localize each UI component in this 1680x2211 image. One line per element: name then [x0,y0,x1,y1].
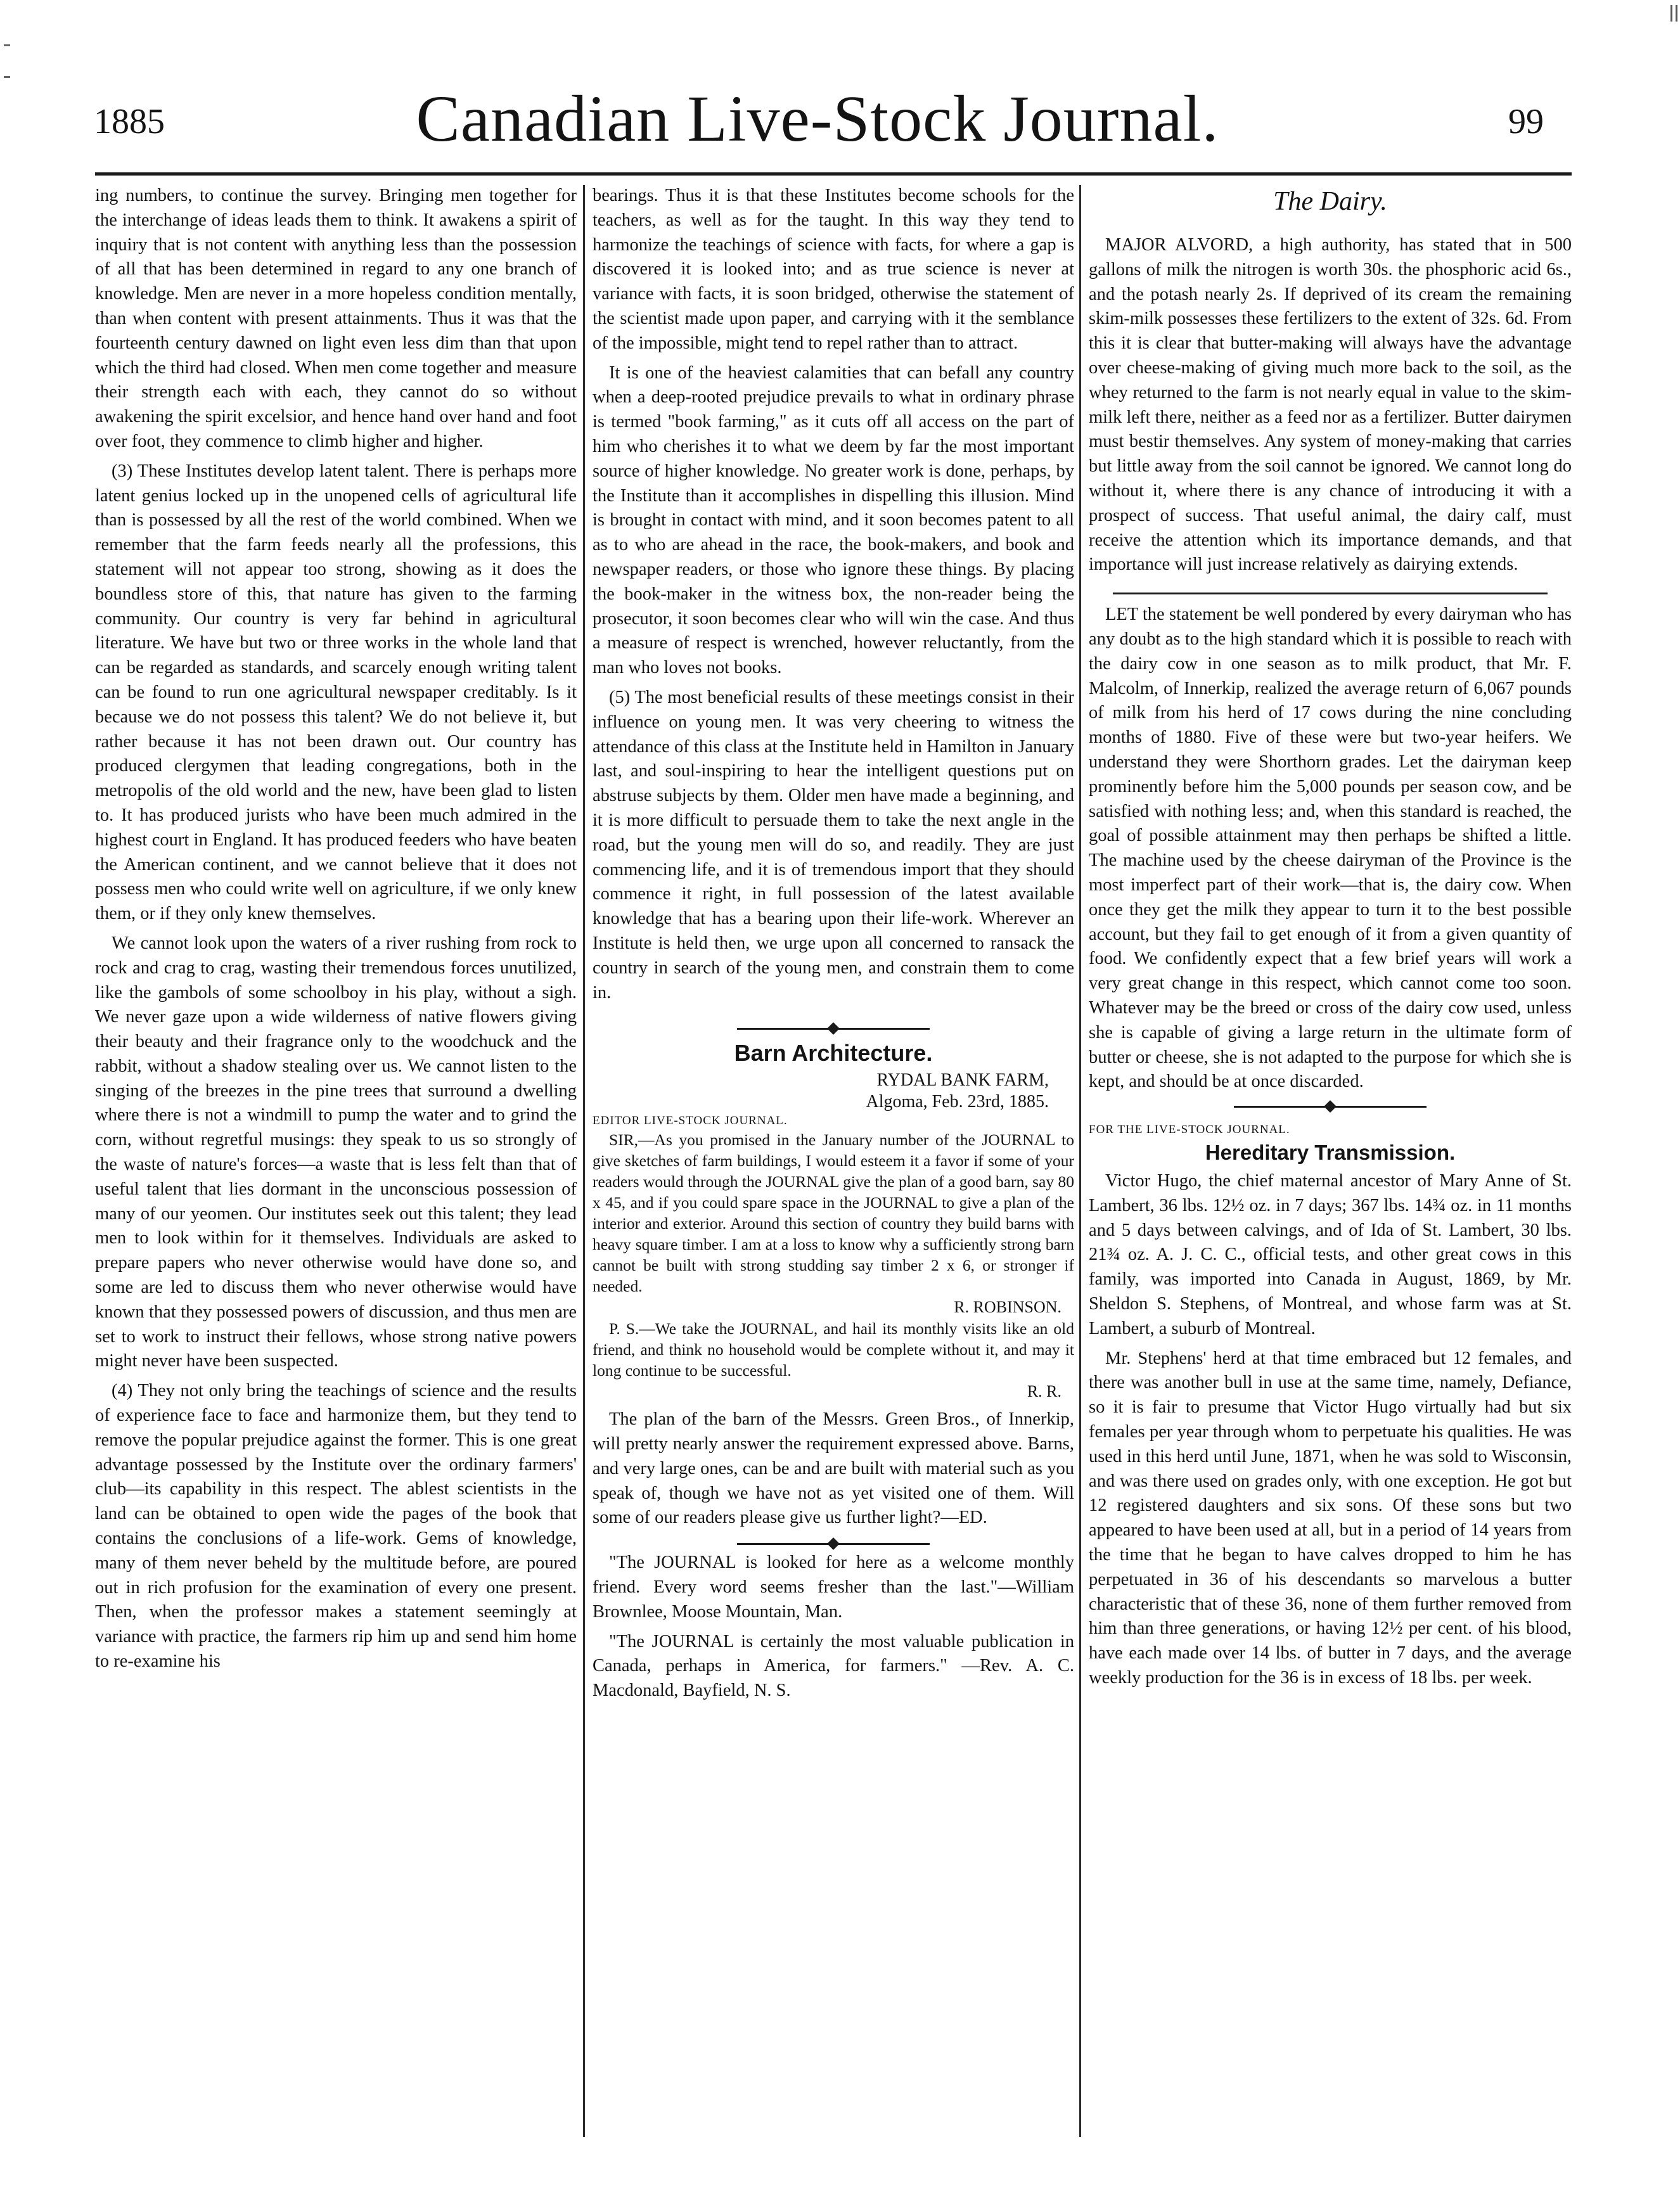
paragraph: bearings. Thus it is that these Institutes become schools for the teachers, as well as for the taught. In this way they tend to harmonize the teachings of science with facts, for where a gap is discovered it is looked into; and as true science is never at variance with facts, it is soon bridged, otherwise the statement of the scientist made upon paper, and carrying with it the semblance of the impossible, might tend to repel rather than to attract. [593,186,1074,353]
paragraph: MAJOR ALVORD, a high authority, has stated that in 500 gallons of milk the nitrogen is worth 30s. the phosphoric acid 6s., and the potash nearly 2s. If deprived of its cream the remaining skim-milk possesses these fertilizers to the extent of 32s. 6d. From this it is clear that butter-making will always have the advantage over cheese-making of giving much more back to the soil, as the whey returned to the farm is not nearly equal in value to the skim-milk left there, neither as a feed nor as a fertilizer. Butter dairymen must bestir themselves. Any system of money-making that carries but little away from the soil cannot be ignored. We cannot long do without it, where there is any chance of introducing it with a prospect of success. That useful animal, the dairy calf, must receive the attention which its importance demands, and that importance will just increase relatively as dairying extends. [1089,235,1572,575]
binding-edge-mark [4,76,10,78]
address-line: Algoma, Feb. 23rd, 1885. [866,1092,1049,1112]
paragraph: Victor Hugo, the chief maternal ancestor of Mary Anne of St. Lambert, 36 lbs. 12½ oz. in 7 days; 367 lbs. 14¾ oz. in 11 months and 5 days between calvings, and of Ida of St. Lambert, 30 lbs. 21¾ oz. A. J. C. C., official tests, and other great cows in this family, was imported into Canada in August, 1869, by Mr. Sheldon S. Stephens, of Montreal, and whose farm was at St. Lambert, a suburb of Montreal. [1089,1171,1572,1338]
letter-address [593,1070,1074,1113]
binding-edge-mark [4,44,10,46]
dairy-section-title: The Dairy. [1273,187,1387,216]
page-number: 99 [1508,102,1544,141]
column-rule [583,185,585,2137]
column-2 [593,184,1074,2199]
for-the-journal-line: FOR THE LIVE-STOCK JOURNAL. [1089,1123,1290,1137]
journal-title: Canadian Live-Stock Journal. [416,82,1219,155]
postscript-signature: R. R. [1027,1382,1061,1401]
paragraph: Mr. Stephens' herd at that time embraced but 12 females, and there was another bull in use at the same time, namely, Defiance, so it is fair to presume that Victor Hugo virtually had but six females per year through whom to perpetuate his qualities. He was used in this herd until June, 1871, when he was sold to Wisconsin, and was there used on grades only, with one exception. He got but 12 registered daughters and six sons. Of these sons but two appeared to have been used at all, but in a period of 14 years from the time that he began to have calves dropped to him he has perpetuated in 36 of his descendants so marvelous a butter characteristic that of these 36, none of them further removed from him than three generations, or having 12½ per cent. of his blood, have each made over 14 lbs. of butter in 7 days, and the average weekly production for the 36 is in excess of 18 lbs. per week. [1089,1348,1572,1688]
postscript: P. S.—We take the JOURNAL, and hail its monthly visits like an old friend, and think no household would be complete without it, and may it long continue to be successful. [593,1319,1074,1380]
editor-line: EDITOR LIVE-STOCK JOURNAL. [593,1114,788,1128]
column-3 [1089,184,1572,2199]
column-rule [1079,185,1081,2137]
paragraph: (5) The most beneficial results of these meetings consist in their influence on young men. It was very cheering to witness the attendance of this class at the Institute held in Hamilton in January last, and soul-inspiring to hear the intelligent questions put on abstruse subjects by them. Older men have made a beginning, and it is more difficult to persuade them to take the next angle in the road, but the young men will do so, and readily. They are just commencing life, and it is of tremendous import that they should commence it right, in full possession of the latest available knowledge that has a bearing upon their life-work. Wherever an Institute is held then, we urge upon all concerned to ransack the country in search of the young men, and constrain them to come in. [593,687,1074,1003]
page-header [0,0,1680,177]
hereditary-transmission-heading: Hereditary Transmission. [1205,1141,1456,1165]
paragraph: (3) These Institutes develop latent talent. There is perhaps more latent genius locked up in the unopened cells of agricultural life than is possessed by all the rest of the world combined. When we remember that the farm feeds nearly all the professions, this statement will not appear too strong, showing as it does the boundless store of this, that nature has given to the farming community. Our country is very far behind in agricultural literature. We have but two or three works in the whole land that can be regarded as standards, and scarcely enough writing talent can be found to run one agricultural newspaper creditably. Is it because we do not possess this talent? We do not believe it, but rather because it has not been drawn out. Our country has produced clergymen that leading congregations, both in the metropolis of the old world and the new, have been glad to listen to. It has produced jurists who have been much admired in the highest court in England. It has produced feeders who have beaten the American continent, and we cannot believe that it does not possess men who could write well on agriculture, if we only knew them, or if they only knew themselves. [95,461,577,924]
reader-quote: "The JOURNAL is certainly the most valuable publication in Canada, perhaps in America, for farmers." —Rev. A. C. Macdonald, Bayfield, N. S. [593,1631,1074,1701]
paragraph: LET the statement be well pondered by every dairyman who has any doubt as to the high standard which it is possible to reach with the dairy cow in one season as to milk product, that Mr. F. Malcolm, of Innerkip, realized the average return of 6,067 pounds of milk from his herd of 17 cows during the nine concluding months of 1880. Five of these were but two-year heifers. We understand they were Shorthorn grades. Let the dairyman keep prominently before him the 5,000 pounds per season cow, and be satisfied with nothing less; and, when this standard is reached, the goal of possible attainment may then perhaps be shifted a little. The machine used by the cheese dairyman of the Province is the most imperfect part of their work—that is, the dairy cow. When once they get the milk they appear to turn it to the best possible account, but they fail to get enough of it from a given quantity of food. We confidently expect that a few brief years will work a very great change in this respect, which cannot come too soon. Whatever may be the breed or cross of the dairy cow used, unless she is capable of giving a large return in the ultimate form of butter or cheese, she is not adapted to the purpose for which she is kept, and should be at once discarded. [1089,605,1572,1092]
paragraph: (4) They not only bring the teachings of science and the results of experience face to face and harmonize them, but they tend to remove the popular prejudice against the former. This is one great advantage possessed by the Institute over the ordinary farmers' club—its capability in this respect. The ablest scientists in the land can be obtained to open wide the pages of the book that contains the conclusions of a life-work. Gems of knowledge, many of them never beheld by the multitude before, are poured out in rich profusion for the examination of every one present. Then, when the professor makes a statement seemingly at variance with practice, the farmers rip him up and send him home to re-examine his [95,1381,577,1672]
section-divider [593,1537,1074,1551]
column-1 [95,184,577,2199]
section-divider [1089,584,1572,603]
editor-reply: The plan of the barn of the Messrs. Green Bros., of Innerkip, will pretty nearly answer the requirement expressed above. Barns, and very large ones, can be and are built with material such as you speak of, though we have not as yet visited one of them. Will some of our readers please give us further light?—ED. [593,1409,1074,1528]
reader-quote: "The JOURNAL is looked for here as a welcome monthly friend. Every word seems fresher than the last."—William Brownlee, Moose Mountain, Man. [593,1553,1074,1622]
section-divider [593,1019,1074,1038]
paragraph: It is one of the heaviest calamities that can befall any country when a deep-rooted prejudice prevails to what in ordinary phrase is termed "book farming," as it cuts off all access on the part of him who cherishes it to what we deem by far the most important source of higher knowledge. No greater work is done, perhaps, by the Institute than it accomplishes in dispelling this illusion. Mind is brought in contact with mind, and it soon becomes patent to all as to who are ahead in the race, the book-makers, and book and newspaper readers, or those who ignore these things. By placing the book-maker in the witness box, the non-reader being the prosecutor, it soon becomes clear who will win the case. And thus a measure of respect is wrenched, however reluctantly, from the man who loves not books. [593,362,1074,678]
paragraph: ing numbers, to continue the survey. Bringing men together for the interchange of ideas leads them to think. It awakens a spirit of inquiry that is not content with anything less than the possession of all that has been determined in regard to any one branch of knowledge. Men are never in a more hopeless condition mentally, than when content with present attainments. Thus it was that the fourteenth century dawned on light even less dim than that upon which the third had closed. When men come together and measure their strength each with each, they cannot do so without awakening the spirit excelsior, and hence hand over hand and foot over foot, they commence to climb higher and higher. [95,186,577,451]
header-rule [95,172,1572,176]
page-year: 1885 [94,102,165,141]
barn-architecture-heading: Barn Architecture. [734,1040,933,1067]
letter-signature: R. ROBINSON. [954,1298,1061,1317]
paragraph: We cannot look upon the waters of a river rushing from rock to rock and crag to crag, wasting their tremendous forces unutilized, like the gambols of some schoolboy in his play, without a sigh. We never gaze upon a wide wilderness of native flowers giving their beauty and their fragrance only to the woodchuck and the rabbit, without a shadow stealing over us. We cannot listen to the singing of the breezes in the pine trees that surround a dwelling where there is not a windmill to pump the water and to grind the corn, without regretful musings: they speak to us so strongly of the waste of nature's forces—a waste that is less felt than that of useful talent that lies dormant in the unconscious possession of many of our yeomen. Our institutes seek out this talent; they lead men to look within for it themselves. Individuals are asked to prepare papers who never otherwise would have done so, and some are led to discuss them who never otherwise would have known that they possessed powers of discussion, and thus men are set to work to instruct their fellows, whose strong native powers might never have been suspected. [95,933,577,1371]
corner-mark [1676,5,1677,22]
corner-mark [1670,5,1672,22]
section-divider [1089,1099,1572,1113]
letter-body: SIR,—As you promised in the January number of the JOURNAL to give sketches of farm buildings, I would esteem it a favor if some of your readers would through the JOURNAL give the plan of a good barn, say 80 x 45, and if you could spare space in the JOURNAL to give a plan of the interior and exterior. Around this section of country they build barns with heavy square timber. I am at a loss to know why a sufficiently strong barn cannot be built with strong studding say timber 2 x 6, or stronger if needed. [593,1131,1074,1296]
address-line: RYDAL BANK FARM, [876,1070,1049,1091]
